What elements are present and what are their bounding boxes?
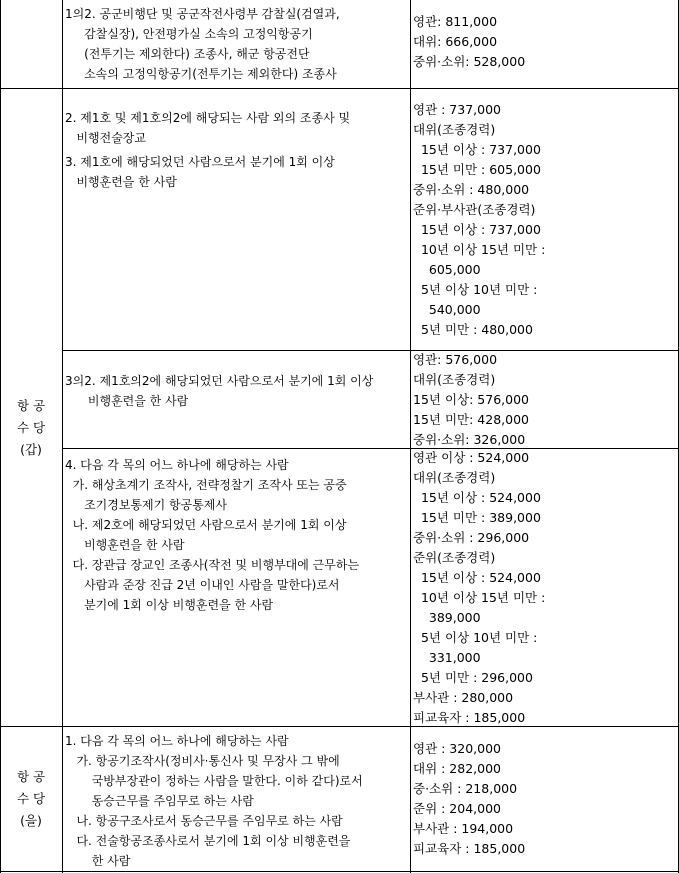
pay-line: 피교육자 : 185,000 (413, 841, 526, 856)
desc-line: 조기경보통제기 항공통제사 (65, 498, 227, 512)
desc-line: 가. 해상초계기 조작사, 전략정찰기 조작사 또는 공중 (65, 478, 347, 492)
pay-line: 영관: 576,000 (413, 352, 498, 367)
pay-line: 대위(조종경력) (413, 470, 496, 485)
row-4-pay (413, 448, 545, 728)
pay-line: 대위(조종경력) (413, 372, 496, 387)
category-text: 항 공 (16, 769, 46, 784)
pay-line: 15년 이상 : 737,000 (413, 222, 541, 237)
pay-line: 중위·소위 : 296,000 (413, 530, 530, 545)
pay-line: 피교육자 : 185,000 (413, 710, 526, 725)
desc-line: 다. 장관급 장교인 조종사(작전 및 비행부대에 근무하는 (65, 558, 360, 572)
row-2-pay (413, 100, 545, 340)
pay-line: 605,000 (413, 262, 481, 277)
column-divider-1 (62, 0, 63, 873)
desc-line: 다. 전술항공조종사로서 분기에 1회 이상 비행훈련을 (65, 834, 351, 848)
pay-line: 대위: 666,000 (413, 34, 498, 49)
pay-line: 15년 이상 : 524,000 (413, 490, 541, 505)
pay-line: 중위·소위: 528,000 (413, 54, 526, 69)
pay-line: 부사관 : 280,000 (413, 690, 514, 705)
pay-line: 540,000 (413, 302, 481, 317)
row-1-pay (413, 12, 525, 72)
row-5-pay (413, 739, 525, 859)
row-1-description (65, 4, 340, 84)
pay-line: 10년 이상 15년 미만 : (413, 590, 546, 605)
desc-line: 가. 항공기조작사(정비사·통신사 및 무장사 그 밖에 (65, 754, 340, 768)
pay-line: 5년 미만 : 480,000 (413, 322, 533, 337)
pay-line: 준위(조종경력) (413, 550, 496, 565)
pay-line: 중·소위 : 218,000 (413, 781, 518, 796)
pay-line: 5년 미만 : 296,000 (413, 670, 533, 685)
desc-line: 2. 제1호 및 제1호의2에 해당되는 사람 외의 조종사 및 (65, 111, 351, 125)
category-eul (2, 766, 60, 832)
category-text: 수 당 (16, 420, 46, 435)
category-text: (을) (20, 813, 42, 828)
desc-line: 분기에 1회 이상 비행훈련을 한 사람 (65, 598, 274, 612)
category-text: 수 당 (16, 791, 46, 806)
desc-line: 비행훈련을 한 사람 (65, 394, 189, 408)
desc-line: 3. 제1호에 해당되었던 사람으로서 분기에 1회 이상 (65, 155, 335, 169)
pay-line: 15년 이상 : 737,000 (413, 142, 541, 157)
desc-line: 국방부장관이 정하는 사람을 말한다. 이하 같다)로서 (65, 774, 363, 788)
desc-line: (전투기는 제외한다) 조종사, 해군 항공전단 (65, 47, 310, 61)
pay-line: 영관 : 737,000 (413, 102, 501, 117)
pay-line: 부사관 : 194,000 (413, 821, 514, 836)
desc-line: 감찰실장), 안전평가실 소속의 고정익항공기 (65, 27, 313, 41)
desc-line: 사람과 준장 진급 2년 이내인 사람을 말한다)로서 (65, 578, 340, 592)
pay-line: 영관 : 320,000 (413, 741, 501, 756)
pay-line: 15년 미만 : 605,000 (413, 162, 541, 177)
desc-line: 동승근무를 주임무로 하는 사람 (65, 794, 254, 808)
category-text: (갑) (20, 442, 42, 457)
row-2-description (65, 108, 350, 192)
desc-line: 나. 제2호에 해당되었던 사람으로서 분기에 1회 이상 (65, 518, 347, 532)
pay-line: 10년 이상 15년 미만 : (413, 242, 546, 257)
desc-line: 소속의 고정익항공기(전투기는 제외한다) 조종사 (65, 67, 337, 81)
pay-line: 15년 이상: 576,000 (413, 392, 529, 407)
row-divider (0, 726, 679, 727)
desc-line: 비행전술장교 (65, 131, 146, 145)
row-4-description (65, 455, 359, 615)
pay-line: 준위·부사관(조종경력) (413, 202, 536, 217)
row-3-description (65, 371, 373, 411)
row-divider (0, 88, 679, 89)
row-divider (62, 350, 679, 351)
pay-line: 영관 이상 : 524,000 (413, 450, 530, 465)
pay-line: 5년 이상 10년 미만 : (413, 282, 538, 297)
pay-line: 15년 미만: 428,000 (413, 412, 529, 427)
desc-line: 4. 다음 각 목의 어느 하나에 해당하는 사람 (65, 458, 289, 472)
desc-line: 비행훈련을 한 사람 (65, 538, 185, 552)
table-bottom-border (0, 871, 679, 872)
category-text: 항 공 (16, 398, 46, 413)
desc-line: 1. 다음 각 목의 어느 하나에 해당하는 사람 (65, 734, 289, 748)
category-gap (2, 395, 60, 461)
pay-line: 대위 : 282,000 (413, 761, 501, 776)
pay-line: 준위 : 204,000 (413, 801, 501, 816)
pay-line: 중위·소위: 326,000 (413, 432, 526, 447)
column-divider-2 (410, 0, 411, 873)
pay-line: 15년 이상 : 524,000 (413, 570, 541, 585)
pay-line: 대위(조종경력) (413, 122, 496, 137)
desc-line: 3의2. 제1호의2에 해당되었던 사람으로서 분기에 1회 이상 (65, 374, 374, 388)
desc-line: 비행훈련을 한 사람 (65, 175, 177, 189)
pay-line: 중위·소위 : 480,000 (413, 182, 530, 197)
pay-line: 영관: 811,000 (413, 14, 498, 29)
row-5-description (65, 731, 363, 871)
pay-line: 15년 미만 : 389,000 (413, 510, 541, 525)
desc-line: 1의2. 공군비행단 및 공군작전사령부 감찰실(검열과, (65, 7, 340, 21)
row-3-pay (413, 350, 529, 450)
table-left-border (0, 0, 1, 873)
desc-line: 한 사람 (65, 854, 131, 868)
pay-line: 5년 이상 10년 미만 : (413, 630, 538, 645)
desc-line: 나. 항공구조사로서 동승근무를 주임무로 하는 사람 (65, 814, 343, 828)
row-divider (62, 448, 679, 449)
pay-line: 389,000 (413, 610, 481, 625)
pay-line: 331,000 (413, 650, 481, 665)
